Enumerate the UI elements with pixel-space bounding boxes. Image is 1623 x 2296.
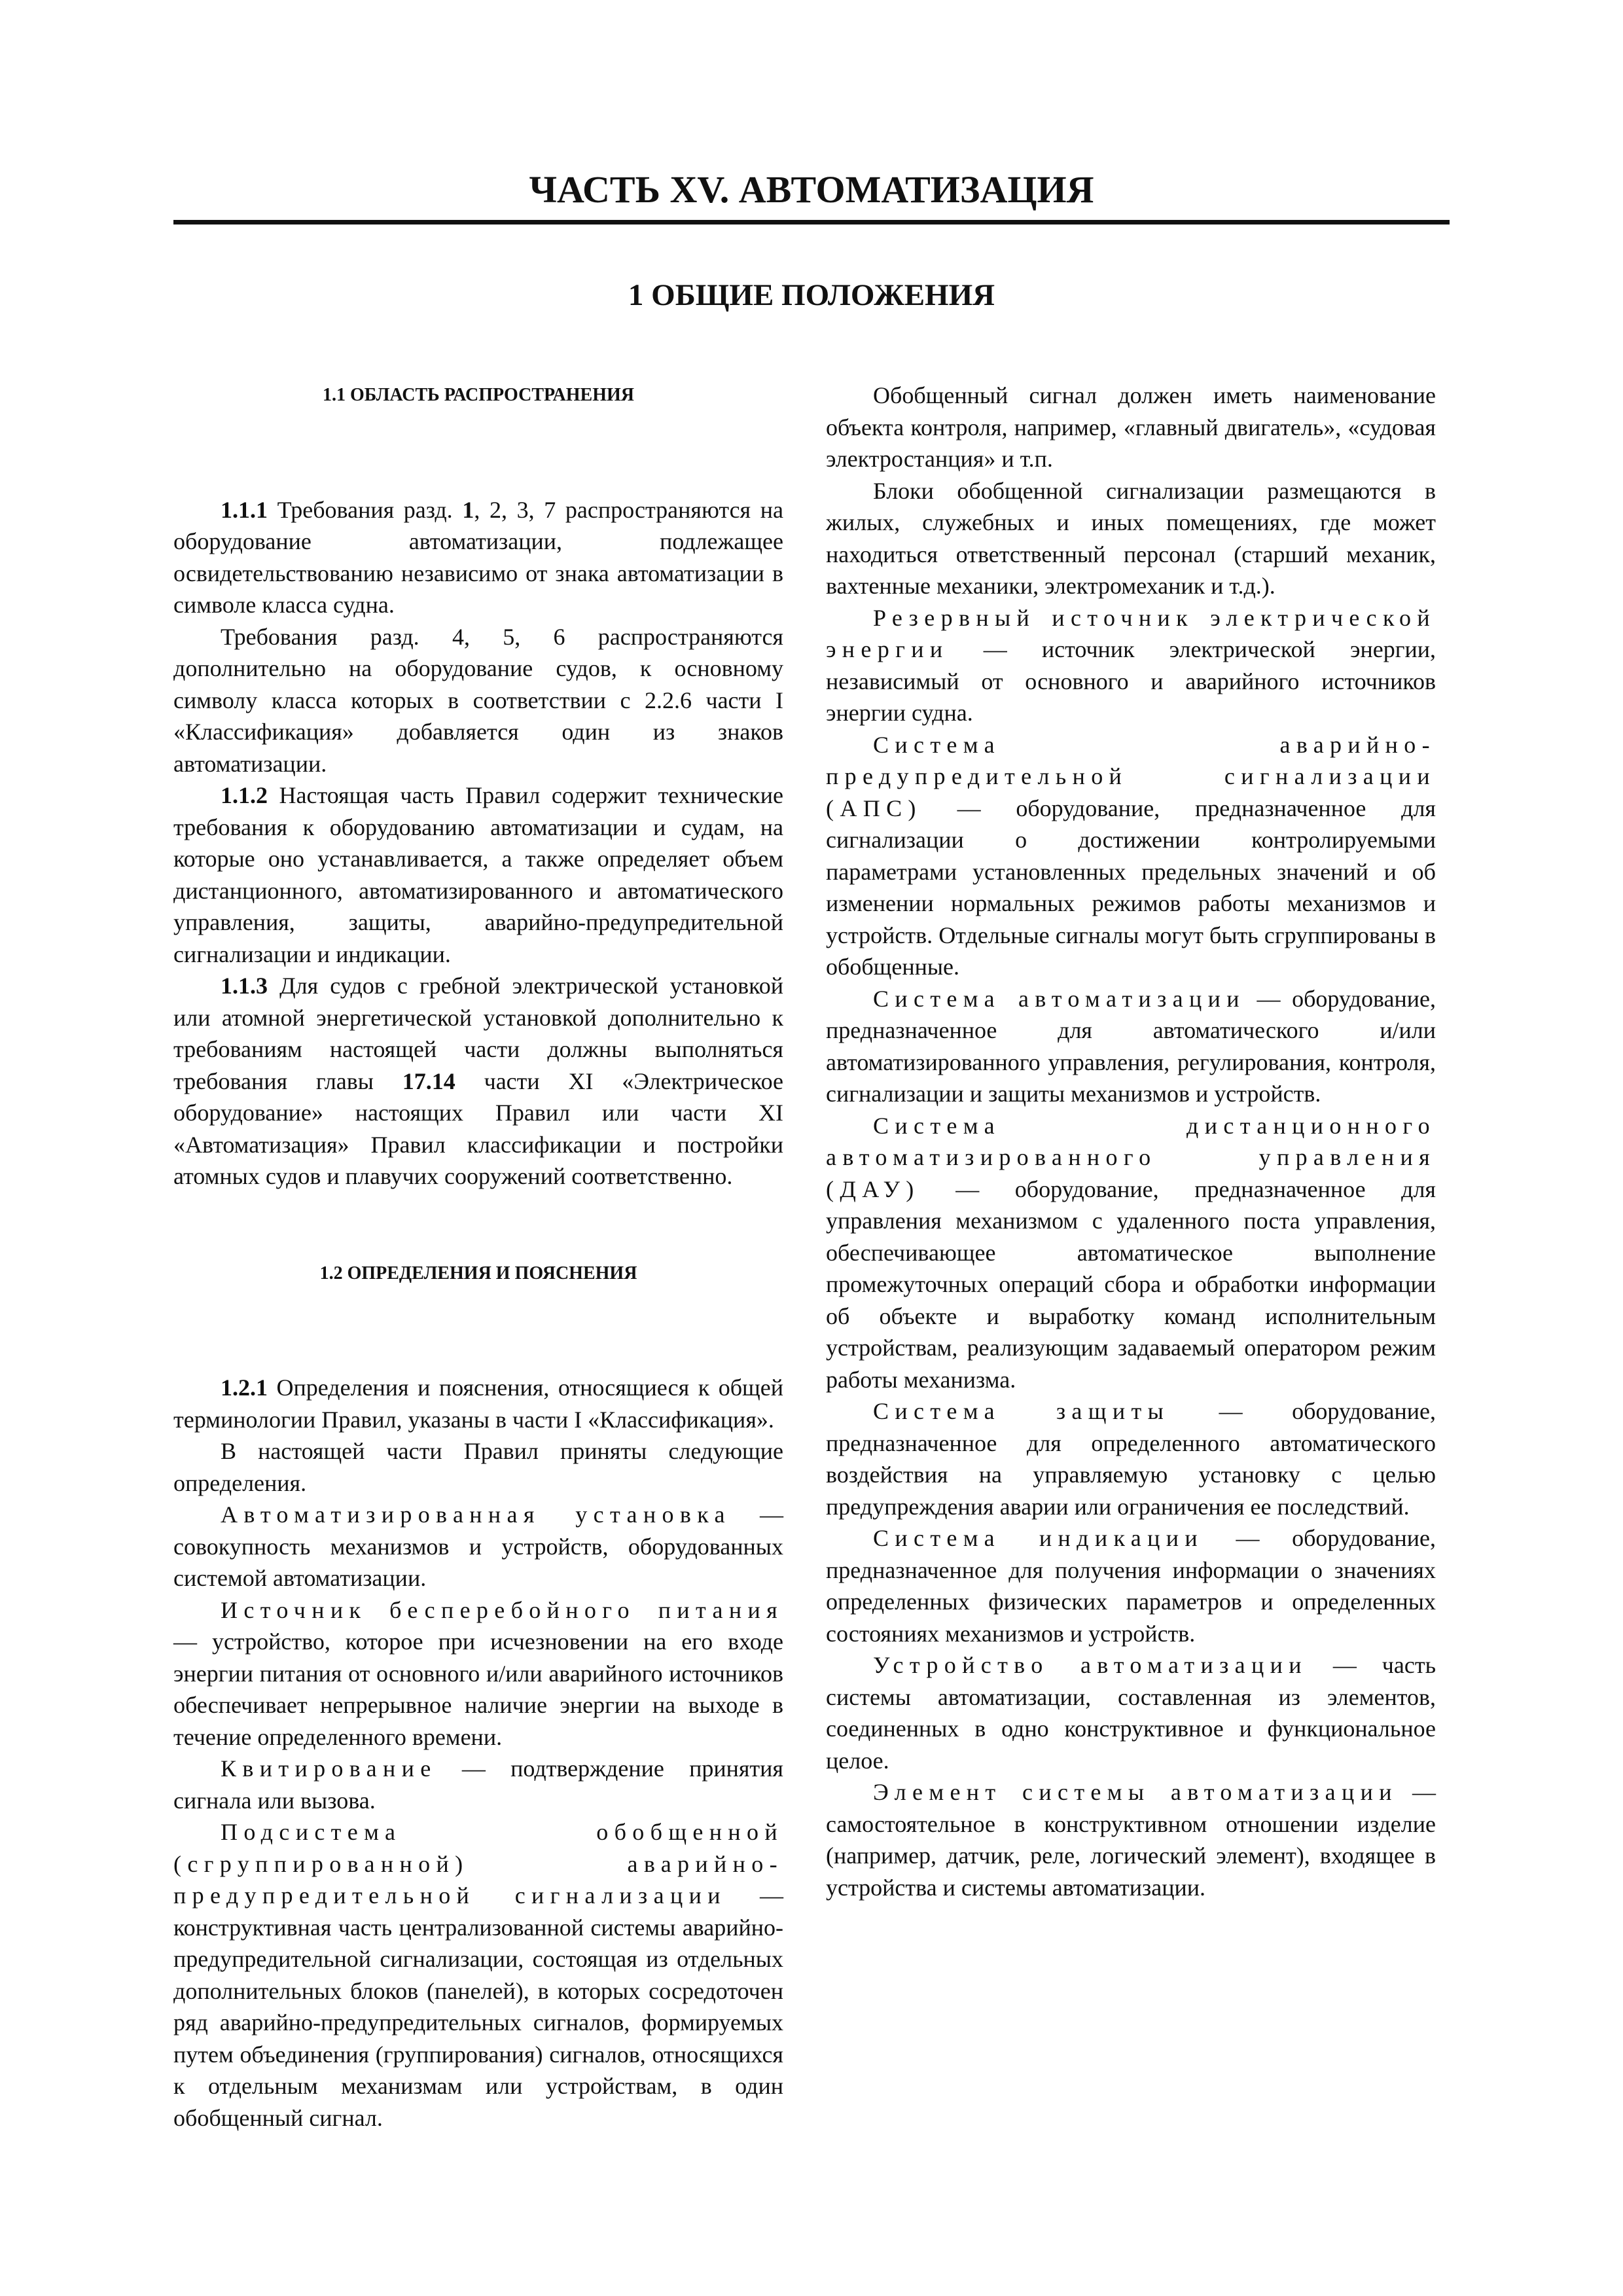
definition-automation-device: Устройство автоматизации — часть системы автоматизации, составленная из элементов, соединенных в одно конструктивное и функциональное целое. [826, 1652, 1436, 1774]
definition-ups: Источник бесперебойного питания — устройство, которое при исчезновении на его входе энергии питания от основного и/или аварийного источников обеспечивает непрерывное наличие энергии на выходе в течение определенного времени. [173, 1596, 783, 1750]
definition-automation-element: Элемент системы автоматизации — самостоятельное в конструктивном отношении изделие (например, датчик, реле, логический элемент), входящее в устройства и системы автоматизации. [826, 1779, 1436, 1901]
definition-acknowledgement: Квитирование — подтверждение принятия сигнала или вызова. [173, 1755, 783, 1814]
paragraph-1-1-3: 1.1.3 Для судов с гребной электрической установкой или атомной энергетической установкой дополнительно к требованиям настоящей части должны выполняться требования главы 17.14 части XI «Электрическое оборудование» настоящих Правил или части XI «Автоматизация» Правил классификации и постройки атомных судов и плавучих сооружений соответственно. [173, 973, 783, 1189]
section-heading-1-1: 1.1 ОБЛАСТЬ РАСПРОСТРАНЕНИЯ [323, 385, 634, 405]
definition-standby-power: Резервный источник электрической энергии — источник электрической энергии, независимый от основного и аварийного источников энергии судна. [826, 604, 1436, 726]
paragraph-group-alarm-units: Блоки обобщенной сигнализации размещаются в жилых, служебных и иных помещениях, где может находиться ответственный персонал (старший механик, вахтенные механики, электромеханик и т.д.). [826, 477, 1436, 599]
paragraph-1-1-1-cont: Требования разд. 4, 5, 6 распространяются дополнительно на оборудование судов, к основному символу класса которых в соответствии с 2.2.6 части I «Классификация» добавляется один из знаков автоматизации. [173, 623, 783, 777]
section-heading-1-2: 1.2 ОПРЕДЕЛЕНИЯ И ПОЯСНЕНИЯ [319, 1263, 637, 1283]
chapter-title: 1 ОБЩИЕ ПОЛОЖЕНИЯ [628, 278, 995, 312]
right-column [826, 380, 1436, 1903]
left-column [173, 380, 783, 2134]
definition-automation-system: Система автоматизации — оборудование, предназначенное для автоматического и/или автоматизированного управления, регулирования, контроля, сигнализации и защиты механизмов и устройств. [826, 985, 1436, 1107]
paragraph-1-1-2: 1.1.2 Настоящая часть Правил содержит технические требования к оборудованию автоматизации и судам, на которые оно устанавливается, а также определяет объем дистанционного, автоматизированного и автоматического управления, защиты, аварийно-предупредительной сигнализации и индикации. [173, 782, 783, 967]
part-title: ЧАСТЬ XV. АВТОМАТИЗАЦИЯ [529, 168, 1094, 211]
definition-automated-plant: Автоматизированная установка — совокупность механизмов и устройств, оборудованных системой автоматизации. [173, 1501, 783, 1591]
paragraph-group-signal: Обобщенный сигнал должен иметь наименование объекта контроля, например, «главный двигатель», «судовая электростанция» и т.п. [826, 382, 1436, 472]
definition-indication-system: Система индикации — оборудование, предназначенное для получения информации о значениях определенных физических параметров и определенных состояниях механизмов и устройств. [826, 1525, 1436, 1647]
definition-remote-control-system: Система дистанционного автоматизированного управления (ДАУ) — оборудование, предназначенное для управления механизмом с удаленного поста управления, обеспечивающее автоматическое выполнение промежуточных операций сбора и обработки информации об объекте и выработку команд исполнительным устройствам, реализующим задаваемый оператором режим работы механизма. [826, 1112, 1436, 1393]
paragraph-1-1-1: 1.1.1 Требования разд. 1, 2, 3, 7 распространяются на оборудование автоматизации, подлежащее освидетельствованию независимо от знака автоматизации в символе класса судна. [173, 496, 783, 618]
definition-alarm-system: Система аварийно-предупредительной сигнализации (АПС) — оборудование, предназначенное для сигнализации о достижении контролируемыми параметрами установленных предельных значений и об изменении нормальных режимов работы механизмов и устройств. Отдельные сигналы могут быть сгруппированы в обобщенные. [826, 731, 1436, 980]
paragraph-definitions-intro: В настоящей части Правил приняты следующие определения. [173, 1438, 783, 1496]
definition-protection-system: Система защиты — оборудование, предназначенное для определенного автоматического воздействия на управляемую установку с целью предупреждения аварии или ограничения ее последствий. [826, 1398, 1436, 1520]
title-rule [173, 220, 1450, 224]
paragraph-1-2-1: 1.2.1 Определения и пояснения, относящиеся к общей терминологии Правил, указаны в части I «Классификация». [173, 1374, 783, 1433]
definition-group-alarm-subsystem: Подсистема обобщенной (сгруппированной) аварийно-предупредительной сигнализации — конструктивная часть централизованной системы аварийно-предупредительной сигнализации, состоящая из отдельных дополнительных блоков (панелей), в которых сосредоточен ряд аварийно-предупредительных сигналов, формируемых путем объединения (группирования) сигналов, относящихся к отдельным механизмам или устройствам, в один обобщенный сигнал. [173, 1819, 783, 2131]
